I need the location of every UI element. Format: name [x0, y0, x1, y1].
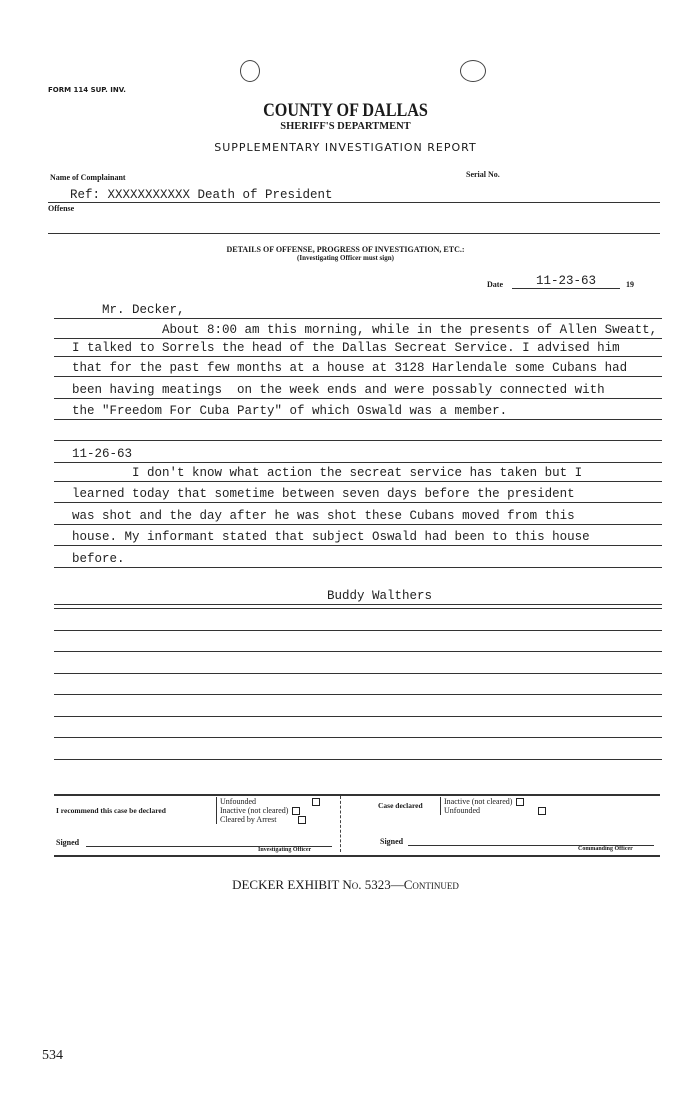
- offense-line: [48, 202, 660, 203]
- narrative-line: [54, 320, 662, 339]
- divider: [48, 233, 660, 234]
- punch-hole-icon: [240, 60, 260, 82]
- narrative-line: [54, 300, 662, 319]
- blank-line: [54, 694, 662, 695]
- complainant-label: Name of Complainant: [50, 173, 126, 182]
- narrative-line: [54, 586, 662, 605]
- option-unfounded[interactable]: Unfounded: [220, 797, 320, 806]
- offense-value: Ref: XXXXXXXXXXX Death of President: [70, 188, 333, 202]
- exhibit-caption: DECKER EXHIBIT No. 5323—Continued: [232, 877, 459, 892]
- county-title: COUNTY OF DALLAS: [263, 100, 428, 121]
- narrative-line: [54, 484, 662, 503]
- option-cleared-by-arrest[interactable]: Cleared by Arrest: [220, 815, 320, 824]
- blank-line: [54, 608, 662, 609]
- recommend-options: [216, 797, 320, 824]
- blank-line: [54, 651, 662, 652]
- narrative-text: Mr. Decker,: [72, 303, 185, 317]
- option-inactive[interactable]: Inactive (not cleared): [220, 806, 320, 815]
- offense-label: Offense: [48, 204, 75, 213]
- narrative-text: was shot and the day after he was shot these Cubans moved from this: [72, 509, 575, 523]
- narrative-text: 11-26-63: [72, 447, 133, 461]
- punch-hole-icon: [460, 60, 486, 82]
- signed-label: Signed: [380, 837, 404, 846]
- commanding-officer-label: Commanding Officer: [578, 846, 633, 852]
- narrative-text: house. My informant stated that subject Oswald had been to this house: [72, 530, 590, 544]
- narrative-line: [54, 338, 662, 357]
- investigating-officer-label: Investigating Officer: [258, 847, 312, 853]
- narrative-text: I talked to Sorrels the head of the Dallas Secreat Service. I advised him: [72, 341, 620, 355]
- signed-label: Signed: [56, 838, 80, 847]
- narrative-line: [54, 422, 662, 441]
- narrative-text: that for the past few months at a house at 3128 Harlendale some Cubans had: [72, 361, 628, 375]
- narrative-text: been having meatings on the week ends and were possably connected with: [72, 383, 605, 397]
- serial-label: Serial No.: [466, 170, 500, 179]
- narrative-text: I don't know what action the secreat service has taken but I: [72, 466, 583, 480]
- narrative-line: [54, 549, 662, 568]
- year-label: 19: [626, 280, 634, 289]
- form-number: FORM 114 SUP. INV.: [48, 86, 126, 94]
- department-title: SHERIFF'S DEPARTMENT: [280, 121, 411, 132]
- narrative-line: [54, 506, 662, 525]
- footer-top-rule: [54, 794, 660, 796]
- blank-line: [54, 716, 662, 717]
- blank-line: [54, 759, 662, 760]
- narrative-line: [54, 358, 662, 377]
- option-unfounded[interactable]: Unfounded: [444, 806, 546, 815]
- date-value: 11-23-63: [512, 274, 620, 289]
- narrative-text: learned today that sometime between seven days before the president: [72, 487, 575, 501]
- blank-line: [54, 630, 662, 631]
- narrative-text: About 8:00 am this morning, while in the presents of Allen Sweatt,: [72, 323, 658, 337]
- narrative-text: before.: [72, 552, 125, 566]
- narrative-text: the "Freedom For Cuba Party" of which Oswald was a member.: [72, 404, 508, 418]
- narrative-line: [54, 401, 662, 420]
- narrative-text: Buddy Walthers: [72, 589, 433, 603]
- blank-line: [54, 737, 662, 738]
- recommend-label: I recommend this case be declared: [56, 806, 166, 815]
- narrative-line: [54, 380, 662, 399]
- blank-line: [54, 673, 662, 674]
- page-number: 534: [42, 1048, 63, 1063]
- narrative-line: [54, 527, 662, 546]
- date-label: Date: [487, 280, 503, 289]
- case-declared-label: Case declared: [378, 801, 423, 810]
- footer-bottom-rule: [54, 855, 660, 857]
- case-options: [440, 797, 546, 815]
- option-inactive[interactable]: Inactive (not cleared): [444, 797, 546, 806]
- details-subheading: (Investigating Officer must sign): [297, 254, 394, 262]
- report-title: SUPPLEMENTARY INVESTIGATION REPORT: [214, 141, 477, 154]
- narrative-line: [54, 463, 662, 482]
- details-heading: DETAILS OF OFFENSE, PROGRESS OF INVESTIGATION, ETC.:: [226, 245, 465, 254]
- narrative-line: [54, 444, 662, 463]
- footer-divider: [340, 796, 341, 852]
